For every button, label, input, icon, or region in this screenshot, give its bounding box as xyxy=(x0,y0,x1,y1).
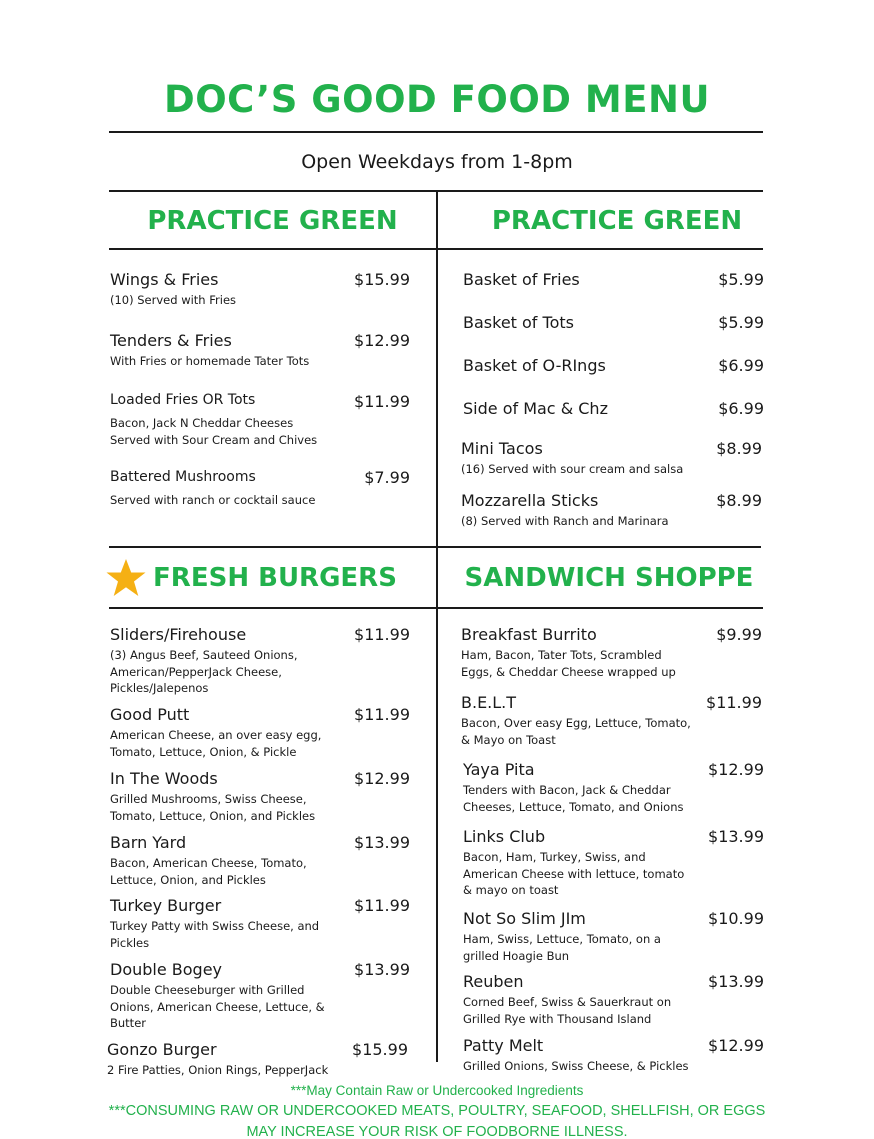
menu-item-belt: B.E.L.T Bacon, Over easy Egg, Lettuce, Tomato, & Mayo on Toast xyxy=(461,693,691,747)
menu-item-turkey-burger: Turkey Burger Turkey Patty with Swiss Cheese, and Pickles xyxy=(110,896,320,950)
price-reuben: $13.99 xyxy=(708,972,764,991)
menu-item-basket-tots: Basket of Tots xyxy=(463,313,574,332)
menu-item-in-the-woods: In The Woods Grilled Mushrooms, Swiss Cheese, Tomato, Lettuce, Onion, and Pickles xyxy=(110,769,316,823)
price-barn-yard: $13.99 xyxy=(354,833,410,852)
price-sliders: $11.99 xyxy=(354,625,410,644)
hours-text: Open Weekdays from 1-8pm xyxy=(301,151,573,173)
divider-section-top xyxy=(109,248,763,250)
price-belt: $11.99 xyxy=(706,693,762,712)
section-title-sandwich-shoppe: SANDWICH SHOPPE xyxy=(464,563,754,593)
menu-item-basket-orings: Basket of O-RIngs xyxy=(463,356,606,375)
menu-item-loaded-fries: Loaded Fries OR Tots Bacon, Jack N Cheddar Cheeses Served with Sour Cream and Chives xyxy=(110,392,318,447)
menu-item-links-club: Links Club Bacon, Ham, Turkey, Swiss, and American Cheese with lettuce, tomato & mayo on toast xyxy=(463,827,685,897)
foodborne-illness-warning xyxy=(0,1101,874,1139)
price-good-putt: $11.99 xyxy=(354,705,410,724)
price-mac-chz: $6.99 xyxy=(718,399,764,418)
menu-item-reuben: Reuben Corned Beef, Swiss & Sauerkraut on Grilled Rye with Thousand Island xyxy=(463,972,672,1026)
menu-title: DOC’S GOOD FOOD MENU xyxy=(163,78,710,121)
menu-item-yaya-pita: Yaya Pita Tenders with Bacon, Jack & Cheddar Cheeses, Lettuce, Tomato, and Onions xyxy=(463,760,684,814)
divider-top xyxy=(109,131,763,133)
price-mozzarella-sticks: $8.99 xyxy=(716,491,762,510)
menu-item-wings-fries: Wings & Fries (10) Served with Fries xyxy=(110,270,237,307)
price-tenders-fries: $12.99 xyxy=(354,331,410,350)
price-wings-fries: $15.99 xyxy=(354,270,410,289)
price-loaded-fries: $11.99 xyxy=(354,392,410,411)
divider-section-bottom xyxy=(109,607,763,609)
price-battered-mushrooms: $7.99 xyxy=(364,468,410,487)
menu-item-basket-fries: Basket of Fries xyxy=(463,270,580,289)
menu-item-patty-melt: Patty Melt Grilled Onions, Swiss Cheese, & Pickles xyxy=(463,1036,689,1073)
star-icon xyxy=(106,558,146,598)
price-not-so-slim-jim: $10.99 xyxy=(708,909,764,928)
menu-item-barn-yard: Barn Yard Bacon, American Cheese, Tomato, Lettuce, Onion, and Pickles xyxy=(110,833,307,887)
menu-item-double-bogey: Double Bogey Double Cheeseburger with Grilled Onions, American Cheese, Lettuce, & Butter xyxy=(110,960,325,1030)
menu-item-mozzarella-sticks: Mozzarella Sticks (8) Served with Ranch and Marinara xyxy=(461,491,669,528)
price-gonzo-burger: $15.99 xyxy=(352,1040,408,1059)
raw-ingredients-warning: ***May Contain Raw or Undercooked Ingredients xyxy=(290,1083,584,1098)
price-yaya-pita: $12.99 xyxy=(708,760,764,779)
foodborne-warning-line-2: MAY INCREASE YOUR RISK OF FOODBORNE ILLNESS. xyxy=(246,1124,628,1139)
foodborne-warning-line-1: ***CONSUMING RAW OR UNDERCOOKED MEATS, POULTRY, SEAFOOD, SHELLFISH, OR EGGS xyxy=(108,1103,766,1119)
price-basket-tots: $5.99 xyxy=(718,313,764,332)
menu-item-mini-tacos: Mini Tacos (16) Served with sour cream and salsa xyxy=(461,439,684,476)
menu-item-battered-mushrooms: Battered Mushrooms Served with ranch or cocktail sauce xyxy=(110,469,316,507)
price-double-bogey: $13.99 xyxy=(354,960,410,979)
menu-item-tenders-fries: Tenders & Fries With Fries or homemade Tater Tots xyxy=(110,331,310,368)
menu-item-not-so-slim-jim: Not So Slim JIm Ham, Swiss, Lettuce, Tomato, on a grilled Hoagie Bun xyxy=(463,909,661,963)
menu-item-mac-chz: Side of Mac & Chz xyxy=(463,399,608,418)
menu-item-sliders: Sliders/Firehouse (3) Angus Beef, Sauteed Onions, American/PepperJack Cheese, Pickles/Jalepenos xyxy=(110,625,298,695)
price-basket-orings: $6.99 xyxy=(718,356,764,375)
price-mini-tacos: $8.99 xyxy=(716,439,762,458)
price-patty-melt: $12.99 xyxy=(708,1036,764,1055)
price-turkey-burger: $11.99 xyxy=(354,896,410,915)
section-title-fresh-burgers: FRESH BURGERS xyxy=(153,563,397,593)
section-title-practice-green-left: PRACTICE GREEN xyxy=(147,206,398,236)
vertical-divider xyxy=(436,192,438,1062)
price-basket-fries: $5.99 xyxy=(718,270,764,289)
section-title-practice-green-right: PRACTICE GREEN xyxy=(491,206,743,236)
menu-item-good-putt: Good Putt American Cheese, an over easy egg, Tomato, Lettuce, Onion, & Pickle xyxy=(110,705,322,759)
price-links-club: $13.99 xyxy=(708,827,764,846)
divider-middle xyxy=(109,546,761,548)
menu-item-gonzo-burger: Gonzo Burger 2 Fire Patties, Onion Rings, PepperJack xyxy=(107,1040,329,1077)
price-breakfast-burrito: $9.99 xyxy=(716,625,762,644)
price-in-the-woods: $12.99 xyxy=(354,769,410,788)
menu-item-breakfast-burrito: Breakfast Burrito Ham, Bacon, Tater Tots, Scrambled Eggs, & Cheddar Cheese wrapped up xyxy=(461,625,676,679)
